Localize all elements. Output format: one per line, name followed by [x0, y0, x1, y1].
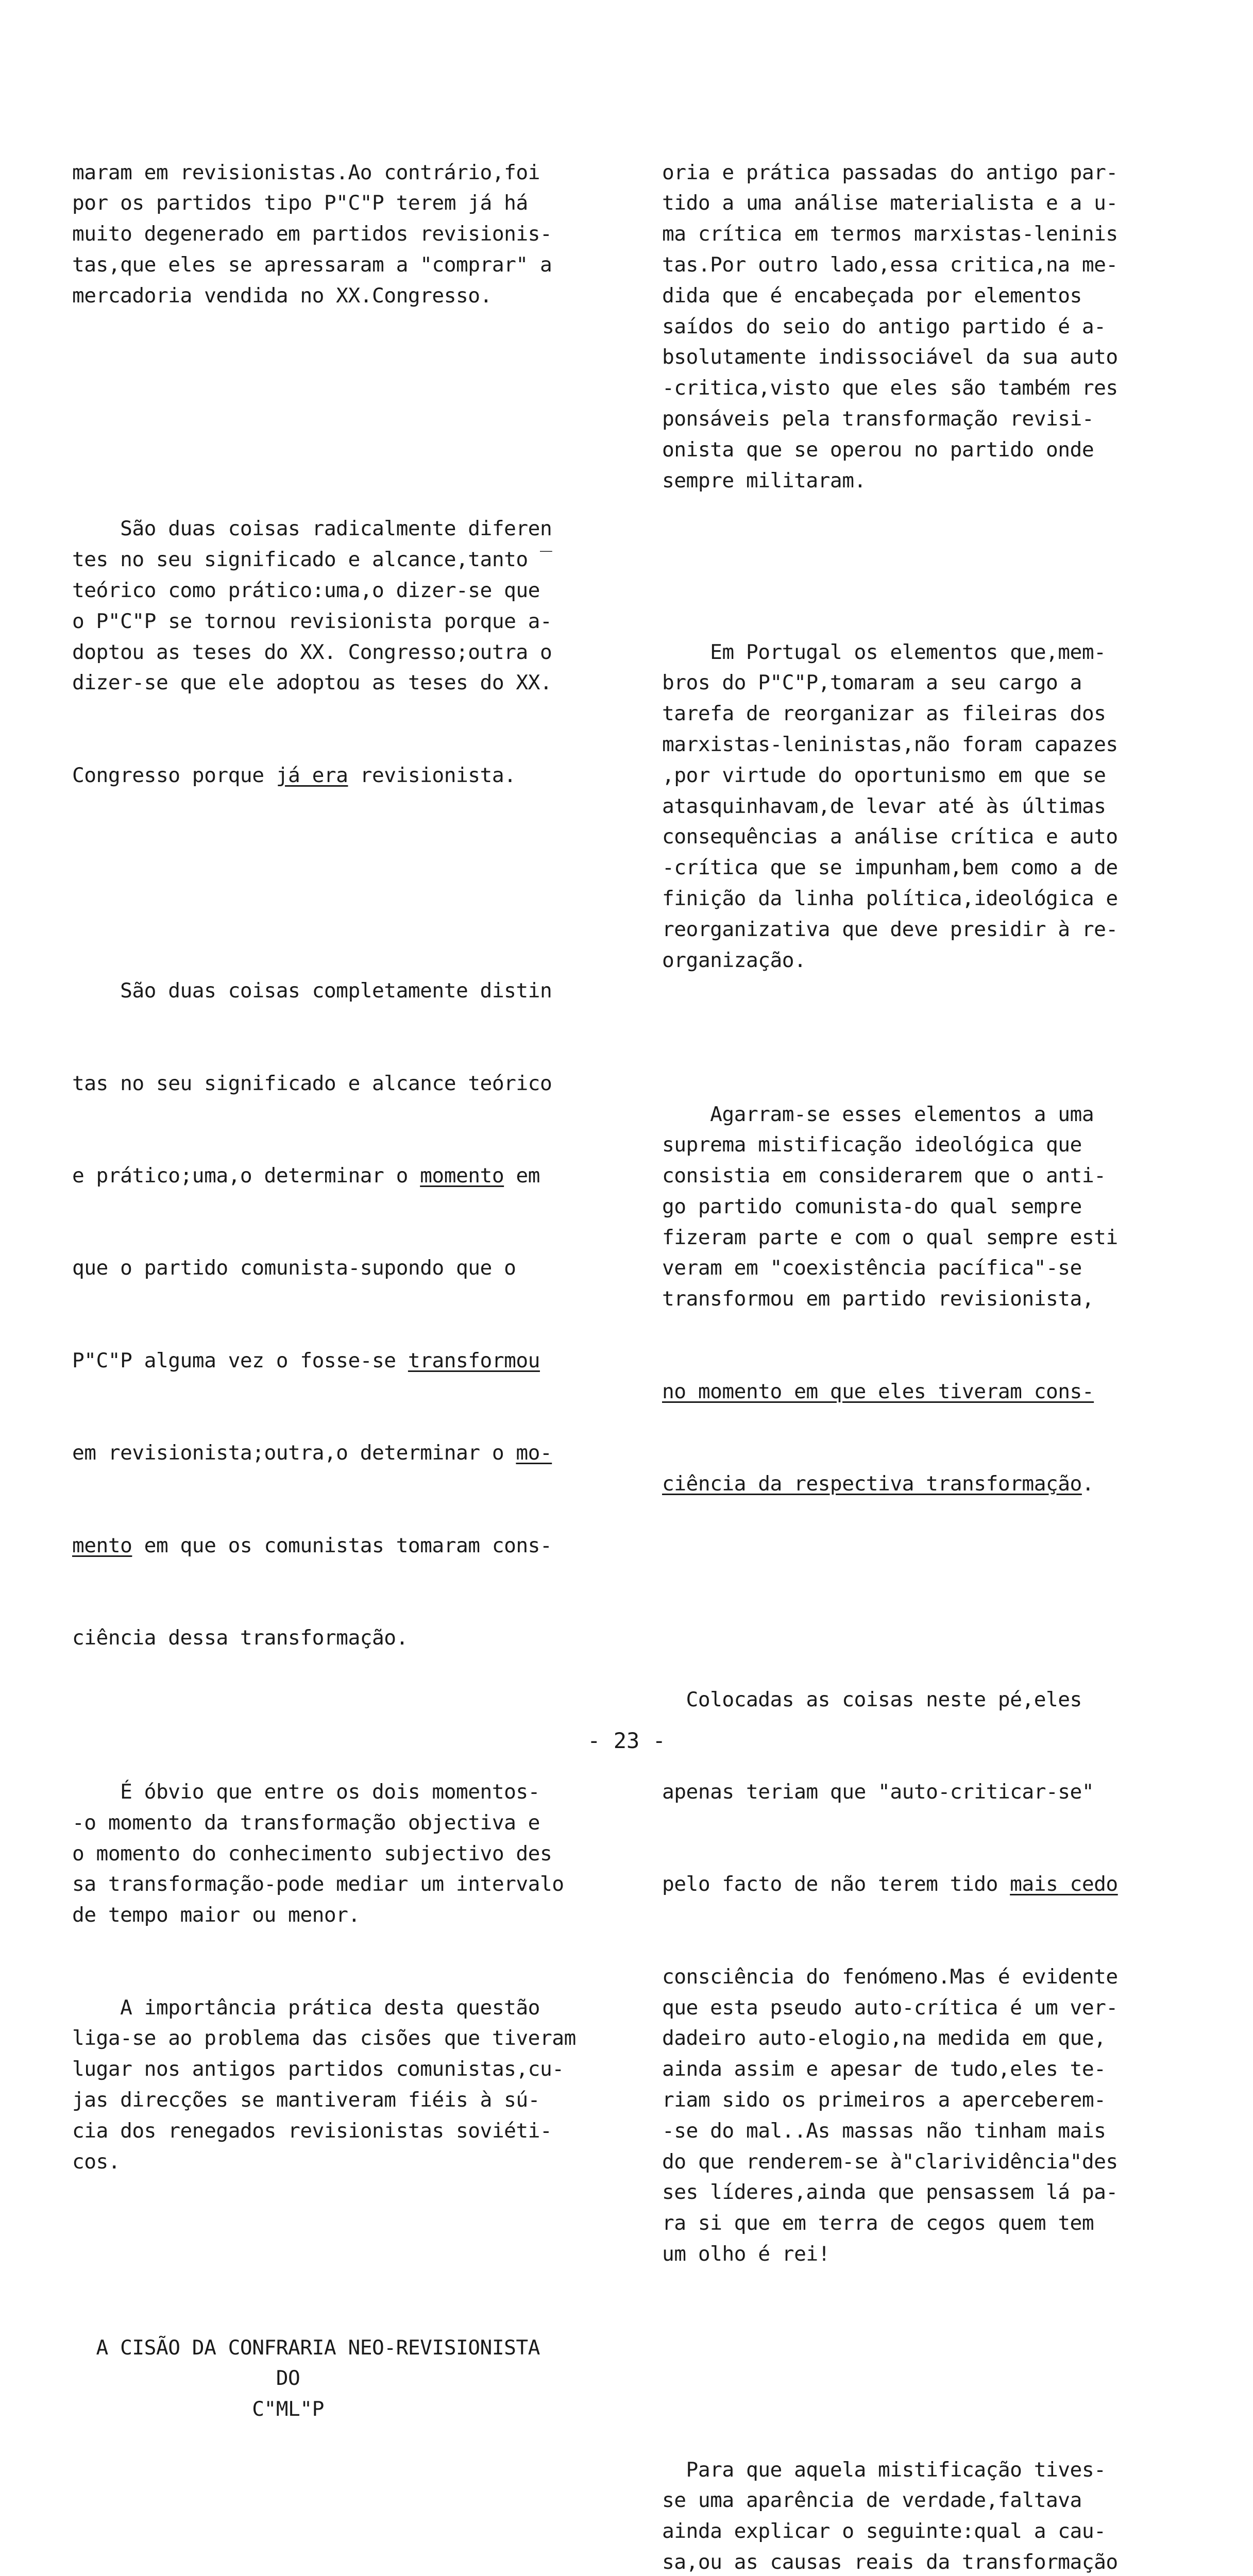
- text-line: tas.Por outro lado,essa critica,na me-: [662, 252, 1118, 277]
- text-line: jas direcções se mantiveram fiéis à sú-: [72, 2088, 540, 2112]
- text-line: A importância prática desta questão: [72, 1995, 540, 2020]
- text-line: Para que aquela mistificação tives-: [662, 2458, 1106, 2482]
- text-line: suprema mistificação ideológica que: [662, 1133, 1082, 1157]
- text-line: o P"C"P se tornou revisionista porque a-: [72, 609, 552, 633]
- paragraph: [72, 158, 626, 312]
- text-line: maram em revisionistas.Ao contrário,foi: [72, 160, 540, 184]
- text-line: organização.: [662, 948, 806, 972]
- text-line: dizer-se que ele adoptou as teses do XX.: [72, 671, 552, 695]
- right-column: [662, 96, 1216, 2576]
- text-line: finição da linha política,ideológica e: [662, 886, 1118, 910]
- underlined-text: já era: [276, 763, 348, 787]
- text-line: tarefa de reorganizar as fileiras dos: [662, 702, 1106, 726]
- text-line: ainda assim e apesar de tudo,eles te-: [662, 2057, 1106, 2081]
- text-line: ra si que em terra de cegos quem tem: [662, 2211, 1094, 2235]
- text-line: lugar nos antigos partidos comunistas,cu-: [72, 2057, 564, 2081]
- text-line: cia dos renegados revisionistas soviéti-: [72, 2119, 552, 2143]
- section-heading: [72, 2333, 626, 2425]
- text-line: doptou as teses do XX. Congresso;outra o: [72, 640, 552, 664]
- paragraph: [72, 1777, 626, 1931]
- paragraph: São duas coisas completamente distin tas no seu significado e alcance teórico e prático;uma,o determinar o momento em que o partido comunista-supondo que o P"C"P alguma vez o fosse-se transformou em revisionista;outra,o determinar o mo- mento em que os comunistas tomaram cons- ciência dessa transformação.: [72, 979, 552, 1650]
- paragraph: [662, 158, 1216, 497]
- text-line: tido a uma análise materialista e a u-: [662, 191, 1118, 215]
- text-line: atasquinhavam,de levar até às últimas: [662, 794, 1106, 818]
- text-line: consciência do fenómeno.Mas é evidente: [662, 1964, 1118, 1989]
- text-line: fizeram parte e com o qual sempre esti: [662, 1225, 1118, 1249]
- text-line: teórico como prático:uma,o dizer-se que: [72, 578, 540, 602]
- text-line: -critica,visto que eles são também res: [662, 376, 1118, 400]
- text-line: muito degenerado em partidos revisionis-: [72, 222, 552, 246]
- text-line: sempre militaram.: [662, 468, 866, 493]
- text-line: mercadoria vendida no XX.Congresso.: [72, 283, 492, 308]
- text-line: um olho é rei!: [662, 2242, 830, 2266]
- text-line: se uma aparência de verdade,faltava: [662, 2488, 1082, 2513]
- text-line: -o momento da transformação objectiva e: [72, 1810, 540, 1835]
- text-line: transformou em partido revisionista,: [662, 1287, 1094, 1311]
- text-line: ,por virtude do oportunismo em que se: [662, 763, 1106, 787]
- text-line: tes no seu significado e alcance,tanto ‾: [72, 548, 552, 572]
- text-line: ponsáveis pela transformação revisi-: [662, 406, 1094, 431]
- underlined-text: no momento em que eles tiveram cons-: [662, 1379, 1094, 1403]
- text-line: C"ML"P: [72, 2397, 324, 2421]
- text-line: dida que é encabeçada por elementos: [662, 283, 1082, 308]
- text-line: DO: [72, 2366, 300, 2391]
- text-line: de tempo maior ou menor.: [72, 1903, 360, 1927]
- text-line: que esta pseudo auto-crítica é um ver-: [662, 1995, 1118, 2020]
- text-line: São duas coisas radicalmente diferen: [72, 517, 552, 541]
- underlined-text: momento: [420, 1164, 504, 1188]
- text-line: -se do mal..As massas não tinham mais: [662, 2119, 1106, 2143]
- text-line: Em Portugal os elementos que,mem-: [662, 640, 1106, 664]
- underlined-text: mo-: [516, 1441, 552, 1465]
- paragraph: [72, 1993, 626, 2178]
- text-line: A CISÃO DA CONFRARIA NEO-REVISIONISTA: [72, 2335, 540, 2360]
- text-line: reorganizativa que deve presidir à re-: [662, 917, 1118, 941]
- underlined-text: ciência da respectiva transformação: [662, 1472, 1082, 1496]
- text-line: consistia em considerarem que o anti-: [662, 1164, 1106, 1188]
- text-line: liga-se ao problema das cisões que tiveram: [72, 2026, 576, 2050]
- paragraph: São duas coisas radicalmente diferen tes no seu significado e alcance,tanto ‾ teórico como prático:uma,o dizer-se que o P"C"P se tornou revisionista porque a- doptou as teses do XX. Congresso;outra o dizer-se que ele adoptou as teses do XX. Congresso porque já era revisionista.: [72, 452, 626, 853]
- text-line: go partido comunista-do qual sempre: [662, 1194, 1082, 1218]
- underlined-text: mais cedo: [1010, 1872, 1118, 1896]
- text-line: Agarram-se esses elementos a uma: [662, 1102, 1094, 1126]
- paragraph: Agarram-se esses elementos a uma suprema mistificação ideológica que consistia em considerarem que o anti- go partido comunista-do qual sempre fizeram parte e com o qual sempre esti veram em "coexistência pacífica"-se transformou em partido revisionista, no momento em que eles tiveram cons- ciência da respectiva transformação.: [662, 1038, 1216, 1562]
- text-line: oria e prática passadas do antigo par-: [662, 160, 1118, 184]
- text-line: dadeiro auto-elogio,na medida em que,: [662, 2026, 1106, 2050]
- text-line: sa,ou as causas reais da transformação: [662, 2550, 1118, 2574]
- text-line: do que renderem-se à"clarividência"des: [662, 2149, 1118, 2174]
- text-line: ma crítica em termos marxistas-leninis: [662, 222, 1118, 246]
- underlined-text: transformou: [408, 1348, 540, 1372]
- text-line: marxistas-leninistas,não foram capazes: [662, 732, 1118, 756]
- paragraph: [662, 637, 1216, 976]
- paragraph: Colocadas as coisas neste pé,eles apenas teriam que "auto-criticar-se" pelo facto de não terem tido mais cedo consciência do fenómeno.Mas é evidente que esta pseudo auto-crítica é um ver- dadeiro auto-elogio,na medida em que, ainda assim e apesar de tudo,eles te- riam sido os primeiros a aperceberem- -se do mal..As massas não tinham mais do que renderem-se à"clarividência"des ses líderes,ainda que pensassem lá pa- ra si que em terra de cegos quem tem um olho é rei!: [662, 1623, 1216, 2331]
- text-line: ses líderes,ainda que pensassem lá pa-: [662, 2180, 1118, 2205]
- text-line: onista que se operou no partido onde: [662, 437, 1094, 462]
- left-column: [72, 96, 626, 2576]
- text-line: o momento do conhecimento subjectivo des: [72, 1841, 552, 1866]
- underlined-text: mento: [72, 1533, 132, 1557]
- page-number: - 23 -: [587, 1728, 666, 1753]
- text-line: saídos do seio do antigo partido é a-: [662, 314, 1106, 338]
- text-line: veram em "coexistência pacífica"-se: [662, 1256, 1082, 1280]
- text-line: riam sido os primeiros a aperceberem-: [662, 2088, 1106, 2112]
- text-line: ainda explicar o seguinte:qual a cau-: [662, 2519, 1106, 2544]
- text-line: bsolutamente indissociável da sua auto: [662, 345, 1118, 369]
- text-line: tas,que eles se apressaram a "comprar" a: [72, 252, 552, 277]
- text-line: É óbvio que entre os dois momentos-: [72, 1780, 540, 1804]
- text-line: sa transformação-pode mediar um intervalo: [72, 1872, 564, 1896]
- text-line: bros do P"C"P,tomaram a seu cargo a: [662, 671, 1082, 695]
- paragraph: [662, 2393, 1216, 2576]
- text-line: cos.: [72, 2149, 121, 2174]
- text-line: por os partidos tipo P"C"P terem já há: [72, 191, 528, 215]
- text-line: consequências a análise crítica e auto: [662, 825, 1118, 849]
- text-line: -crítica que se impunham,bem como a de: [662, 856, 1118, 880]
